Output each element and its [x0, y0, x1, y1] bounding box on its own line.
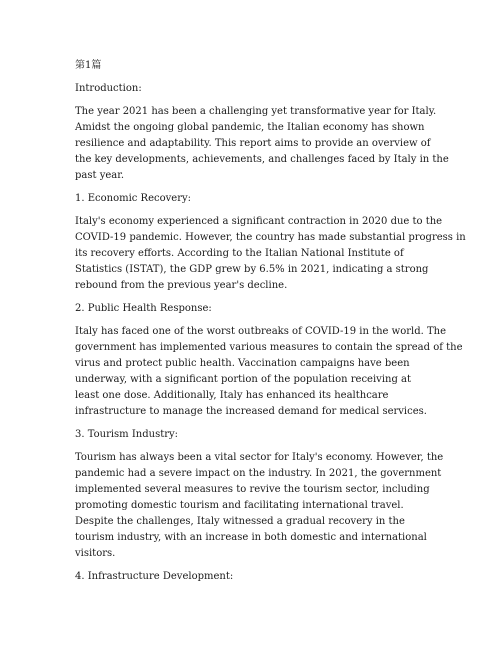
section-heading-economic-recovery: 1. Economic Recovery:	[75, 193, 191, 204]
section-heading-infrastructure: 4. Infrastructure Development:	[75, 571, 234, 582]
document-body	[75, 58, 466, 585]
section-heading-public-health: 2. Public Health Response:	[75, 303, 212, 314]
paragraph-line: pandemic had a severe impact on the industry. In 2021, the government	[75, 468, 442, 479]
paragraph-line: Italy's economy experienced a significant contraction in 2020 due to the	[75, 216, 443, 227]
paragraph-line: resilience and adaptability. This report aims to provide an overview of	[75, 138, 431, 149]
paragraph-line: implemented several measures to revive the tourism sector, including	[75, 484, 430, 495]
paragraph-line: COVID-19 pandemic. However, the country has made substantial progress in	[75, 232, 466, 243]
paragraph-line: its recovery efforts. According to the Italian National Institute of	[75, 248, 404, 259]
paragraph-line: virus and protect public health. Vaccination campaigns have been	[75, 358, 410, 369]
paragraph-line: visitors.	[75, 548, 116, 559]
paragraph-line: past year.	[75, 170, 125, 181]
paragraph-line: promoting domestic tourism and facilitating international travel.	[75, 500, 404, 511]
paragraph-line: Italy has faced one of the worst outbreaks of COVID-19 in the world. The	[75, 326, 446, 337]
paragraph-line: tourism industry, with an increase in both domestic and international	[75, 532, 427, 543]
paragraph-line: least one dose. Additionally, Italy has enhanced its healthcare	[75, 390, 389, 401]
paragraph-line: Despite the challenges, Italy witnessed a gradual recovery in the	[75, 516, 405, 527]
paragraph-line: underway, with a significant portion of the population receiving at	[75, 374, 412, 385]
page-label: 第1篇	[75, 60, 102, 71]
paragraph-line: infrastructure to manage the increased demand for medical services.	[75, 406, 427, 417]
paragraph-line: Tourism has always been a vital sector for Italy's economy. However, the	[75, 452, 444, 463]
paragraph-economic-recovery	[75, 214, 466, 294]
section-heading-tourism: 3. Tourism Industry:	[75, 429, 179, 440]
paragraph-line: government has implemented various measures to contain the spread of the	[75, 342, 463, 353]
paragraph-line: Statistics (ISTAT), the GDP grew by 6.5% in 2021, indicating a strong	[75, 264, 429, 275]
paragraph-line: Amidst the ongoing global pandemic, the Italian economy has shown	[75, 122, 425, 133]
paragraph-line: rebound from the previous year's decline.	[75, 280, 288, 291]
paragraph-introduction	[75, 104, 449, 184]
paragraph-tourism	[75, 450, 444, 562]
paragraph-public-health	[75, 324, 463, 420]
section-heading-introduction: Introduction:	[75, 83, 142, 94]
paragraph-line: The year 2021 has been a challenging yet transformative year for Italy.	[75, 106, 437, 117]
paragraph-line: the key developments, achievements, and challenges faced by Italy in the	[75, 154, 449, 165]
